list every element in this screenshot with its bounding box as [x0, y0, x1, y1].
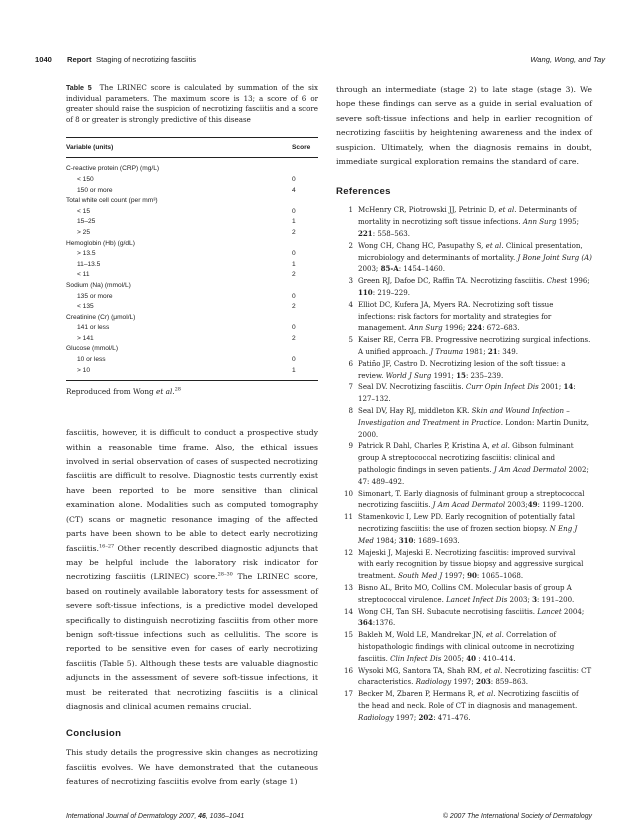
reference-text: Green RJ, Dafoe DC, Raffin TA. Necrotizing fasciitis. Chest 1996; 110: 219–229.: [358, 276, 590, 298]
reference-text: Becker M, Zbaren P, Hermans R, et al. Necrotizing fasciitis of the head and neck. Role of CT in diagnosis and management. Radiology 1997; 202: 471–476.: [358, 689, 579, 722]
reference-item: [336, 204, 592, 239]
table-source-etal: et al.: [156, 387, 175, 397]
table-source-ref: 28: [174, 386, 181, 393]
reference-number: 3: [348, 276, 353, 286]
table-row: [66, 270, 318, 281]
table-row: [66, 196, 318, 207]
table-cell-score: 2: [292, 228, 296, 236]
reference-number: 11: [344, 512, 353, 522]
header-variable: Variable (units): [66, 144, 114, 152]
table-cell-range: 135 or more: [77, 292, 113, 300]
table-cell-variable: Hemoglobin (Hb) (g/dL): [66, 239, 135, 247]
reference-number: 7: [348, 382, 353, 392]
reference-number: 9: [348, 441, 353, 451]
reference-item: [336, 688, 592, 723]
reference-text: Stamenkovic I, Lew PD. Early recognition of potentially fatal necrotizing fasciitis: the use of frozen section biopsy. N Eng J Med 1984; 310: 1689–1693.: [358, 512, 578, 545]
table-row: [66, 355, 318, 366]
table-source: [66, 387, 318, 396]
table-cell-range: > 141: [77, 334, 94, 342]
reference-text: Bisno AL, Brito MO, Collins CM. Molecular basis of group A streptococcal virulence. Lancet Infect Dis 2003; 3: 191–200.: [358, 582, 575, 604]
reference-text: Simonart, T. Early diagnosis of fulminant group a streptococcal necrotizing fasciitis. J Am Acad Dermatol 2003;49: 1199–1200.: [358, 488, 585, 510]
table-row: [66, 366, 318, 377]
reference-text: Wysoki MG, Santora TA, Shah RM, et al. Necrotizing fasciitis: CT characteristics. Radiology 1997; 203: 859–863.: [358, 665, 592, 687]
reference-number: 8: [348, 405, 353, 415]
table-cell-score: [292, 164, 318, 175]
table-row: [66, 323, 318, 334]
table-source-text: Reproduced from Wong: [66, 387, 157, 397]
reference-number: 15: [344, 630, 353, 640]
running-authors: Wang, Wong, and Tay: [530, 55, 605, 64]
reference-number: 2: [348, 240, 353, 250]
table-cell-score: 2: [292, 303, 296, 311]
table-cell-score: 0: [292, 250, 296, 258]
table-row: [66, 302, 318, 313]
table-cell-score: [292, 313, 318, 324]
table-caption-text: The LRINEC score is calculated by summation of the six individual parameters. The maximum score is 13; a score of 6 or greater should raise the suspicion of necrotizing fasciitis and a score of 8 or greater is strongly predictive of this disease: [66, 83, 319, 124]
reference-text: Patiño JF, Castro D. Necrotizing lesion of the soft tissue: a review. World J Surg 1991; 15: 235–239.: [358, 358, 566, 380]
reference-number: 6: [348, 358, 353, 368]
table-cell-score: 0: [292, 292, 296, 300]
table-cell-variable: Glucose (mmol/L): [66, 345, 119, 353]
reference-number: 10: [344, 488, 353, 498]
table-cell-range: < 135: [77, 303, 94, 311]
table-cell-variable: Total white cell count (per mm³): [66, 197, 158, 205]
left-body-text: [66, 426, 318, 714]
reference-number: 4: [348, 299, 353, 309]
table-cell-score: [292, 281, 318, 292]
reference-number: 5: [348, 335, 353, 345]
table-cell-range: 15–25: [77, 218, 96, 226]
reference-item: [336, 358, 592, 382]
reference-item: [336, 381, 592, 405]
reference-text: Wong CH, Tan SH. Subacute necrotising fasciitis. Lancet 2004; 364:1376.: [358, 606, 585, 628]
table-cell-score: 0: [292, 175, 296, 183]
table-cell-score: 1: [292, 218, 296, 226]
reference-number: 12: [344, 547, 353, 557]
table-cell-score: 0: [292, 324, 296, 332]
reference-item: [336, 606, 592, 630]
table-cell-range: 10 or less: [77, 356, 106, 364]
header-score: Score: [292, 144, 311, 152]
table-cell-score: 0: [292, 207, 296, 215]
reference-item: [336, 582, 592, 606]
table-cell-score: [292, 239, 318, 250]
conclusion-heading: Conclusion: [66, 728, 122, 740]
page-number: 1040: [35, 55, 52, 64]
reference-list: [336, 204, 592, 723]
table-row: [66, 164, 318, 175]
table-caption-label: Table 5: [66, 84, 92, 92]
paragraph: This study details the progressive skin changes as necrotizing fasciitis evolves. We have demonstrated that the cutaneous features of necrotizing fasciitis evolve from early (stage 1): [66, 748, 318, 787]
table-row: [66, 207, 318, 218]
table-cell-range: 150 or more: [77, 186, 113, 194]
journal-citation: International Journal of Dermatology 2007, 46, 1036–1041: [66, 813, 245, 820]
table-row: [66, 228, 318, 239]
reference-number: 16: [344, 665, 353, 675]
table-caption: [66, 83, 318, 125]
conclusion-text: [66, 746, 318, 789]
table-cell-score: 4: [292, 186, 296, 194]
table-cell-score: [292, 196, 318, 207]
reference-number: 17: [344, 689, 353, 699]
table-cell-score: [292, 344, 318, 355]
reference-number: 1: [348, 205, 353, 215]
references-heading: References: [336, 186, 391, 198]
table-cell-range: > 25: [77, 228, 91, 236]
table-cell-range: < 150: [77, 175, 94, 183]
running-title: Staging of necrotizing fasciitis: [96, 55, 197, 64]
reference-item: [336, 299, 592, 334]
paragraph-text: Other recently described diagnostic adjuncts that may be helpful include the laboratory risk indicator for necrotizing fasciitis (LRINEC) score.: [66, 543, 318, 582]
table-row: [66, 334, 318, 345]
table-row: [66, 175, 318, 186]
copyright: © 2007 The International Society of Dermatology: [442, 813, 592, 820]
reference-number: 14: [344, 606, 353, 616]
table-cell-score: 1: [292, 366, 296, 374]
table-cell-variable: C-reactive protein (CRP) (mg/L): [66, 165, 160, 173]
table-row: [66, 281, 318, 292]
table-header-row: [66, 138, 318, 157]
table-row: [66, 186, 318, 197]
reference-item: [336, 240, 592, 275]
reference-item: [336, 665, 592, 689]
paragraph: [66, 426, 318, 714]
reference-text: Kaiser RE, Cerra FB. Progressive necrotizing surgical infections. A unified approach. J Trauma 1981; 21: 349.: [358, 335, 591, 356]
table-cell-range: > 13.5: [77, 250, 96, 258]
table-cell-score: 2: [292, 334, 296, 342]
right-body-text: [336, 83, 592, 169]
table-row: [66, 239, 318, 250]
reference-text: Majeski J, Majeski E. Necrotizing fasciitis: improved survival with early recognition by tissue biopsy and aggressive surgical treatment. South Med J 1997; 90: 1065–1068.: [358, 547, 584, 581]
table-row: [66, 249, 318, 260]
paragraph: through an intermediate (stage 2) to late stage (stage 3). We hope these findings can serve as a guide in serial evaluation of severe soft-tissue infections and help in earlier recognition of necrotizing fasciitis by heightening awareness and the index of suspicion. Ultimately, when the diagnosis remains in doubt, immediate surgical exploration remains the standard of care.: [336, 85, 592, 167]
reference-text: Elliot DC, Kufera JA, Myers RA. Necrotizing soft tissue infections: risk factors for mortality and strategies for management. Ann Surg 1996; 224: 672–683.: [358, 299, 554, 333]
table-cell-range: < 11: [77, 271, 90, 279]
table-cell-score: 2: [292, 271, 296, 279]
right-column: [336, 83, 592, 724]
reference-item: [336, 629, 592, 664]
table-row: [66, 217, 318, 228]
reference-text: McHenry CR, Piotrowski JJ, Petrinic D, et al. Determinants of mortality in necrotizing soft tissue infections. Ann Surg 1995; 221: 558–563.: [358, 205, 580, 239]
table-cell-score: 0: [292, 356, 296, 364]
table-row: [66, 344, 318, 355]
table-cell-range: < 15: [77, 207, 91, 215]
reference-item: [336, 405, 592, 440]
table-cell-score: 1: [292, 260, 296, 268]
reference-text: Patrick R Dahl, Charles P, Kristina A, et al. Gibson fulminant group A streptococcal necrotizing fasciitis: clinical and pathologic findings in seven patients. J Am Acad Dermatol 2002; 47: 489–492.: [358, 441, 589, 486]
reference-item: [336, 275, 592, 299]
lrinec-table: [66, 137, 318, 381]
reference-text: Seal DV, Hay RJ, middleton KR. Skin and Wound Infection – Investigation and Treatment in Practice. London: Martin Dunitz, 2000.: [358, 405, 589, 439]
reference-item: [336, 511, 592, 546]
reference-item: [336, 440, 592, 487]
reference-item: [336, 547, 592, 582]
page-header: [35, 55, 605, 69]
reference-text: Bakleh M, Wold LE, Mandrekar JN, et al. Correlation of histopathologic findings with clinical outcome in necrotizing fasciitis. Clin Infect Dis 2005; 40 : 410–414.: [358, 630, 575, 663]
table-bottom-rule: [66, 380, 318, 381]
reference-text: Seal DV. Necrotizing fasciitis. Curr Opin Infect Dis 2001; 14: 127–132.: [358, 382, 576, 404]
table-cell-range: 141 or less: [77, 324, 110, 332]
reference-item: [336, 334, 592, 358]
table-cell-range: 11–13.5: [77, 260, 101, 268]
reference-number: 13: [344, 582, 353, 592]
table-row: [66, 292, 318, 303]
left-column: [66, 83, 318, 790]
paragraph-text: fasciitis, however, it is difficult to conduct a prospective study within a reasonable time frame. Also, the ethical issues involved in serial observation of cases of suspected necrotizing fasciitis are difficult to resolve. Diagnostic tests currently exist have been reported to be more sensitive than clinical examination alone. Modalities such as computed tomography (CT) scans or magnetic resonance imaging of the affected parts have been shown to be able to detect early necrotizing fasciitis.: [66, 428, 318, 553]
table-cell-variable: Creatinine (Cr) (μmol/L): [66, 313, 136, 321]
reference-item: [336, 488, 592, 512]
citation: 28–30: [217, 571, 233, 578]
reference-text: Wong CH, Chang HC, Pasupathy S, et al. Clinical presentation, microbiology and determinants of mortality. J Bone Joint Surg (A) 2003; 85-A: 1454–1460.: [358, 240, 592, 274]
table-row: [66, 313, 318, 324]
citation: 16–27: [99, 542, 115, 549]
table-cell-range: > 10: [77, 366, 91, 374]
section-label: Report: [67, 55, 92, 64]
paragraph-text: The LRINEC score, based on routinely available laboratory tests for assessment of severe soft-tissue infections, is a predictive model developed specifically to distinguish necrotizing fasciitis from other more benign soft-tissue infections such as cellulitis. The score is reported to be sensitive even for cases of early necrotizing fasciitis (Table 5). Although these tests are valuable diagnostic adjuncts in the assessment of severe soft-tissue infections, it must be reiterated that necrotizing fasciitis is a clinical diagnosis and clinical acumen remains crucial.: [66, 572, 318, 711]
table-row: [66, 260, 318, 271]
table-body: [66, 158, 318, 380]
table-cell-variable: Sodium (Na) (mmol/L): [66, 281, 131, 289]
